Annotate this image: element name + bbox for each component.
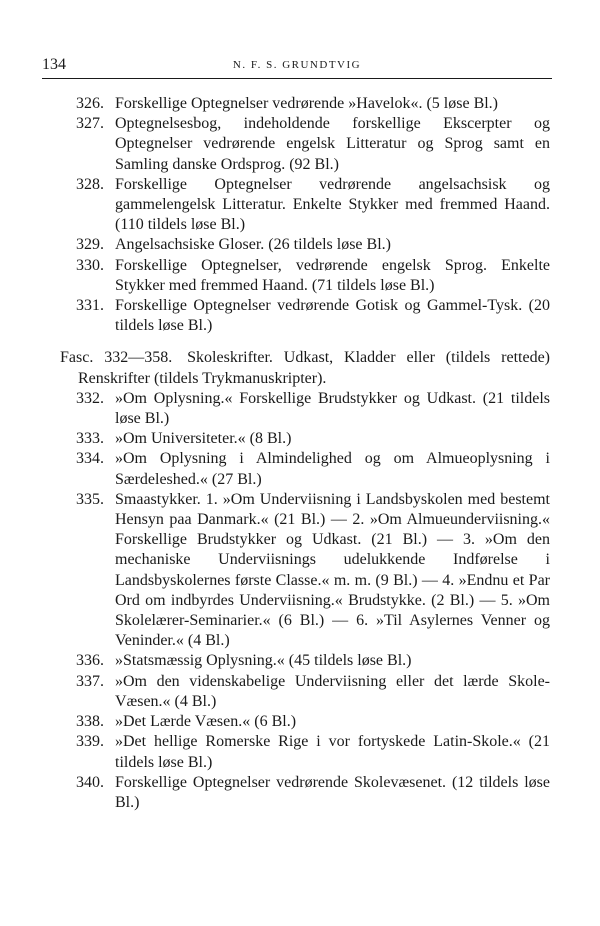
catalog-entry-327 (60, 114, 550, 175)
page-number: 134 (42, 56, 66, 73)
entry-number: 340. (76, 773, 104, 791)
entry-text: Forskellige Optegnelser, vedrørende engelsk Sprog. Enkelte Stykker med fremmed Haand. (71 tildels løse Bl.) (115, 256, 550, 294)
running-title: N. F. S. GRUNDTVIG (232, 59, 362, 71)
catalog-entry-338 (60, 712, 550, 732)
catalog-entry-328 (60, 175, 550, 236)
entry-text: »Statsmæssig Oplysning.« (45 tildels løse Bl.) (115, 652, 412, 670)
fascicle-heading (60, 348, 550, 388)
catalog-entry-333 (60, 429, 550, 449)
entry-number: 328. (76, 175, 104, 193)
catalog-entry-340 (60, 773, 550, 813)
entry-number: 335. (76, 490, 104, 508)
entry-number: 327. (76, 115, 104, 133)
fascicle-text: Skoleskrifter. Udkast, Kladder eller (tildels rettede) Renskrifter (tildels Trykmanuskripter). (78, 349, 550, 387)
entry-number: 334. (76, 450, 104, 468)
entry-text: Forskellige Optegnelser vedrørende »Havelok«. (5 løse Bl.) (115, 95, 499, 112)
entry-text: Optegnelsesbog, indeholdende forskellige Ekscerpter og Optegnelser vedrørende engelsk Litteratur og Sprog samt en Samling danske Ordsprog. (92 Bl.) (115, 115, 550, 173)
entry-number: 331. (76, 297, 104, 315)
entry-text: Forskellige Optegnelser vedrørende Skolevæsenet. (12 tildels løse Bl.) (115, 773, 550, 811)
entry-number: 337. (76, 672, 104, 690)
entry-text: »Om Universiteter.« (8 Bl.) (115, 430, 292, 448)
catalog-entry-339 (60, 732, 550, 772)
catalog-entry-329 (60, 235, 550, 255)
catalog-entry-335 (60, 490, 550, 652)
catalog-entry-332 (60, 389, 550, 429)
catalog-entry-334 (60, 449, 550, 489)
entry-text: »Det hellige Romerske Rige i vor fortyskede Latin-Skole.« (21 tildels løse Bl.) (115, 733, 550, 771)
entry-text: »Det Lærde Væsen.« (6 Bl.) (115, 713, 297, 731)
catalog-entry-337 (60, 672, 550, 712)
entry-text: »Om den videnskabelige Underviisning eller det lærde Skole-Væsen.« (4 Bl.) (115, 672, 550, 710)
entry-text: Forskellige Optegnelser vedrørende angelsachsisk og gammelengelsk Litteratur. Enkelte Stykker med fremmed Haand. (110 tildels løse Bl.) (115, 175, 550, 234)
entry-text: Forskellige Optegnelser vedrørende Gotisk og Gammel-Tysk. (20 tildels løse Bl.) (115, 297, 550, 335)
entry-number: 339. (76, 733, 104, 751)
header-rule (42, 78, 552, 79)
entry-number: 333. (76, 430, 104, 448)
entry-text: »Om Oplysning.« Forskellige Brudstykker og Udkast. (21 tildels løse Bl.) (115, 389, 550, 428)
catalog-entry-326 (60, 94, 550, 114)
catalog-entry-336 (60, 651, 550, 671)
running-head (42, 56, 552, 74)
entry-text: Angelsachsiske Gloser. (26 tildels løse Bl.) (115, 236, 391, 254)
entry-number: 332. (76, 389, 104, 407)
entry-number: 330. (76, 256, 104, 274)
entry-text: »Om Oplysning i Almindelighed og om Almueoplysning i Særdeleshed.« (27 Bl.) (115, 450, 550, 488)
entry-number: 336. (76, 652, 104, 670)
catalog-entry-330 (60, 256, 550, 296)
entry-text: Smaastykker. 1. »Om Underviisning i Landsbyskolen med bestemt Hensyn paa Danmark.« (21 Bl.) — 2. »Om Almueunderviisning.« Forskellige Brudstykker og Udkast. (21 Bl.) — 3. »Om den mechaniske Underviisnings udelukkende Indførelse i Landsbyskolernes første Classe.« m. m. (9 Bl.) — 4. »Endnu et Par Ord om indbyrdes Underviisning.« Brudstykke. (2 Bl.) — 5. »Om Skolelærer-Seminarier.« (6 Bl.) — 6. »Til Asylernes Venner og Veninder.« (4 Bl.) (115, 490, 550, 650)
entry-number: 329. (76, 236, 104, 254)
entry-number: 338. (76, 713, 104, 731)
entry-number: 326. (76, 95, 104, 112)
catalog-entry-331 (60, 296, 550, 336)
catalog-body (60, 94, 550, 813)
fascicle-label: Fasc. 332—358. (60, 349, 173, 367)
